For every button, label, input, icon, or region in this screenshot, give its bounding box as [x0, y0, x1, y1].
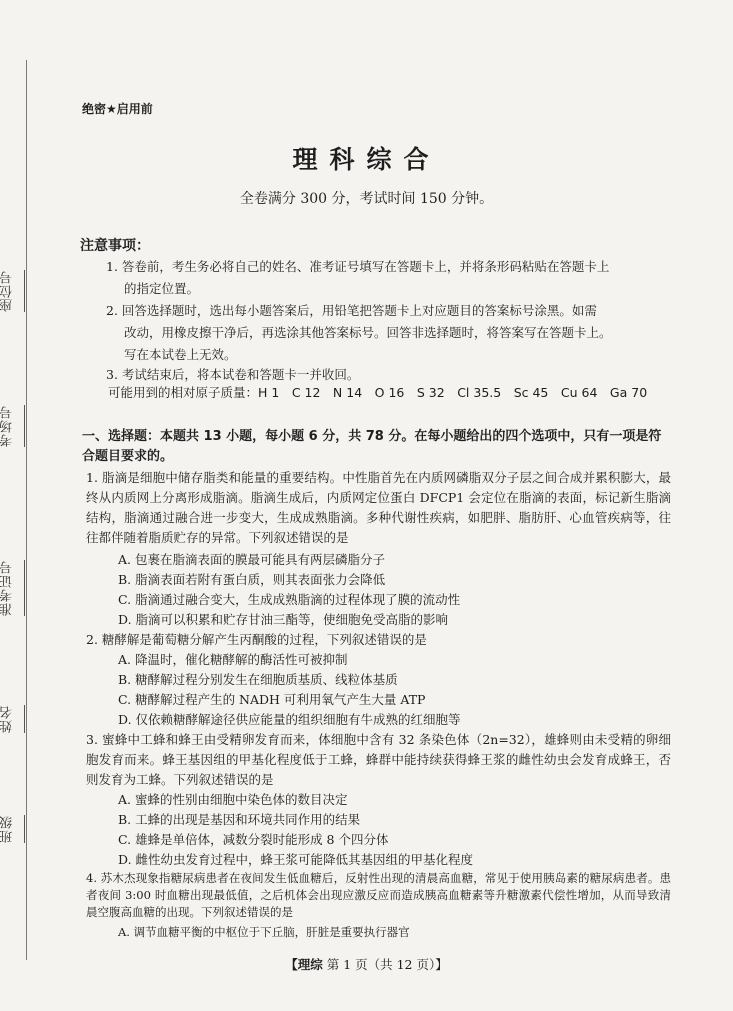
- question-1-option-c: C. 脂滴通过融合变大，生成成熟脂滴的过程体现了膜的流动性: [118, 592, 461, 607]
- notice-item-2-cont: 改动，用橡皮擦干净后，再选涂其他答案标号。回答非选择题时，将答案写在答题卡上。: [124, 325, 612, 340]
- margin-field-class: 班级: [0, 815, 25, 843]
- notice-item-3: 3. 考试结束后，将本试卷和答题卡一并收回。: [106, 367, 360, 382]
- question-3-stem: 3. 蜜蜂中工蜂和蜂王由受精卵发育而来，体细胞中含有 32 条染色体（2n=32），雄蜂则由未受精的卵细胞发育而来。蜂王基因组的甲基化程度低于工蜂，蜂群中能持续获得蜂王浆的雌性幼虫会发育成蜂王，否则发育为工蜂。下列叙述错误的是: [86, 732, 671, 787]
- question-3-option-c: C. 雄蜂是单倍体，减数分裂时能形成 8 个四分体: [118, 832, 389, 847]
- question-1-stem: 1. 脂滴是细胞中储存脂类和能量的重要结构。中性脂首先在内质网磷脂双分子层之间合成并累积膨大，最终从内质网上分离形成脂滴。脂滴生成后，内质网定位蛋白 DFCP1 会定位在脂滴的表面，标记新生脂滴结构，脂滴通过融合进一步变大，生成成熟脂滴。多种代谢性疾病，如肥胖、脂肪肝、心血管疾病等，往往都伴随着脂质贮存的异常。下列叙述错误的是: [86, 470, 671, 545]
- question-1-option-a: A. 包裹在脂滴表面的膜最可能具有两层磷脂分子: [118, 552, 385, 567]
- footer-subject: 【理综: [285, 957, 323, 972]
- atomic-masses: 可能用到的相对原子质量：H 1 C 12 N 14 O 16 S 32 Cl 35.5 Sc 45 Cu 64 Ga 70: [108, 385, 648, 400]
- margin-field-seat-number: 座位号: [0, 270, 25, 312]
- footer-page-number: 第 1 页（共 12 页）】: [326, 957, 448, 972]
- question-3-option-d: D. 雌性幼虫发育过程中，蜂王浆可能降低其基因组的甲基化程度: [118, 852, 474, 867]
- question-2-option-a: A. 降温时，催化糖酵解的酶活性可被抑制: [118, 652, 348, 667]
- notice-heading: 注意事项：: [80, 238, 150, 254]
- notice-item-2: 2. 回答选择题时，选出每小题答案后，用铅笔把答题卡上对应题目的答案标号涂黑。如需: [106, 303, 597, 318]
- page-subtitle: 全卷满分 300 分，考试时间 150 分钟。: [239, 191, 494, 207]
- margin-field-name: 姓名: [0, 705, 25, 733]
- margin-field-exam-number: 准考证号: [0, 560, 25, 616]
- question-3-option-a: A. 蜜蜂的性别由细胞中染色体的数目决定: [118, 792, 348, 807]
- section-heading: 一、选择题：本题共 13 小题，每小题 6 分，共 78 分。在每小题给出的四个选项中，只有一项是符合题目要求的。: [82, 429, 662, 464]
- question-4-stem: 4. 苏木杰现象指糖尿病患者在夜间发生低血糖后，反射性出现的清晨高血糖，常见于使用胰岛素的糖尿病患者。患者夜间 3:00 时血糖出现最低值，之后机体会出现应激反应而造成胰高血糖素等升糖激素代偿性增加，从而导致清晨空腹高血糖的出现。下列叙述错误的是: [86, 871, 671, 919]
- question-2-option-c: C. 糖酵解过程产生的 NADH 可利用氧气产生大量 ATP: [118, 692, 426, 707]
- question-3-option-b: B. 工蜂的出现是基因和环境共同作用的结果: [118, 812, 361, 827]
- notice-item-2-cont2: 写在本试卷上无效。: [124, 347, 237, 362]
- notice-item-1: 1. 答卷前，考生务必将自己的姓名、准考证号填写在答题卡上，并将条形码粘贴在答题卡上: [106, 259, 610, 274]
- question-1-option-b: B. 脂滴表面若附有蛋白质，则其表面张力会降低: [118, 572, 386, 587]
- page-footer: [0, 955, 733, 973]
- question-1-option-d: D. 脂滴可以积累和贮存甘油三酯等，使细胞免受高脂的影响: [118, 612, 449, 627]
- question-4-option-a: A. 调节血糖平衡的中枢位于下丘脑，肝脏是重要执行器官: [118, 925, 410, 939]
- page-title: 理科综合: [292, 145, 441, 174]
- secret-label: 绝密★启用前: [82, 102, 153, 116]
- question-2-option-b: B. 糖酵解过程分别发生在细胞质基质、线粒体基质: [118, 672, 398, 687]
- question-2-stem: 2. 糖酵解是葡萄糖分解产生丙酮酸的过程，下列叙述错误的是: [86, 632, 427, 647]
- question-2-option-d: D. 仅依赖糖酵解途径供应能量的组织细胞有牛成熟的红细胞等: [118, 712, 461, 727]
- margin-field-room-number: 考场号: [0, 405, 25, 447]
- notice-item-1-cont: 的指定位置。: [124, 281, 200, 296]
